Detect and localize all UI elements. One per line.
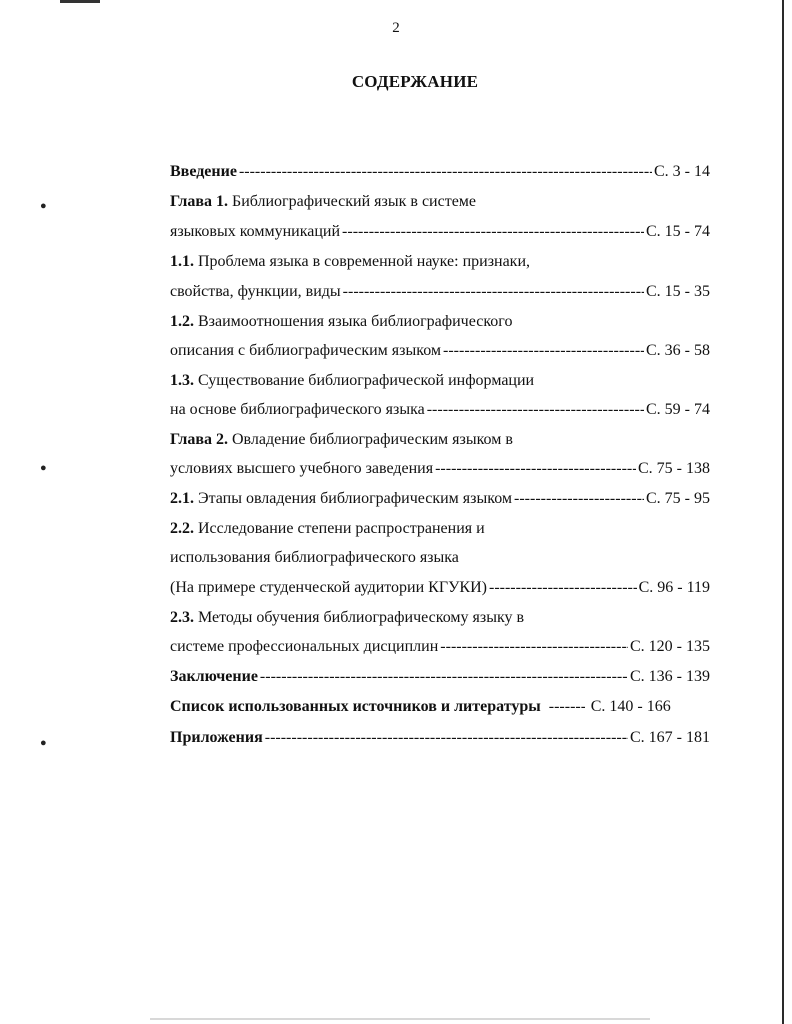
- toc-entry-section-1-1: [170, 252, 530, 272]
- toc-entry-section-1-2-cont: [170, 341, 710, 361]
- toc-page-range: С. 167 - 181: [630, 729, 710, 746]
- toc-entry-title: свойства, функции, виды: [170, 283, 341, 300]
- toc-entry-title: Исследование степени распространения и: [198, 520, 485, 537]
- toc-entry-conclusion: [170, 667, 710, 687]
- toc-page-range: С. 75 - 138: [638, 460, 710, 477]
- toc-entry-title: Проблема языка в современной науке: признаки,: [198, 253, 531, 270]
- toc-page-range: С. 3 - 14: [654, 163, 710, 180]
- toc-entry-chapter-2: [170, 430, 513, 450]
- leader-dots: [443, 341, 644, 361]
- toc-entry-section-1-3: [170, 371, 534, 391]
- toc-entry-title: Заключение: [170, 668, 258, 685]
- toc-entry-section-1-1-cont: [170, 282, 710, 302]
- toc-entry-number: 2.2.: [170, 520, 194, 537]
- toc-entry-number: 2.3.: [170, 609, 194, 626]
- leader-dots: [514, 489, 644, 509]
- toc-entry-title: Список использованных источников и литературы: [170, 698, 541, 715]
- leader-dots: [549, 697, 585, 717]
- toc-entry-title: Библиографический язык в системе: [232, 193, 477, 210]
- toc-entry-title: Этапы овладения библиографическим языком: [198, 490, 513, 507]
- toc-page-range: С. 15 - 74: [646, 223, 710, 240]
- scan-noise-bottom: [150, 1018, 650, 1020]
- toc-entry-chapter-1: [170, 192, 476, 212]
- scan-edge-top: [60, 0, 100, 3]
- leader-dots: [343, 282, 644, 302]
- leader-dots: [239, 162, 652, 182]
- page-title: СОДЕРЖАНИЕ: [351, 72, 479, 91]
- toc-entry-chapter-1-cont: [170, 222, 710, 242]
- toc-entry-number: Глава 1.: [170, 193, 228, 210]
- toc-page-range: С. 96 - 119: [638, 579, 710, 596]
- toc-entry-appendices: [170, 728, 710, 748]
- leader-dots: [427, 400, 644, 420]
- toc-entry-section-2-3-cont: [170, 637, 710, 657]
- scan-edge-right: [782, 0, 784, 1024]
- toc-entry-title: системе профессиональных дисциплин: [170, 638, 439, 655]
- toc-entry-title: Приложения: [170, 729, 263, 746]
- toc-entry-title: (На примере студенческой аудитории КГУКИ): [170, 579, 487, 596]
- toc-entry-bibliography: [170, 697, 710, 717]
- toc-entry-section-2-2: [170, 519, 485, 539]
- toc-page-range: С. 140 - 166: [590, 698, 671, 715]
- toc-entry-section-2-3: [170, 608, 524, 628]
- toc-entry-section-1-3-cont: [170, 400, 710, 420]
- leader-dots: [342, 222, 644, 242]
- toc-entry-number: 1.3.: [170, 372, 194, 389]
- toc-entry-number: 1.2.: [170, 313, 194, 330]
- toc-entry-title: Овладение библиографическим языком в: [232, 431, 513, 448]
- leader-dots: [265, 728, 628, 748]
- leader-dots: [435, 459, 636, 479]
- toc-entry-title: Методы обучения библиографическому языку в: [198, 609, 525, 626]
- toc-page-range: С. 120 - 135: [630, 638, 710, 655]
- leader-dots: [489, 578, 637, 598]
- toc-entry-number: 2.1.: [170, 490, 194, 507]
- toc-entry-number: 1.1.: [170, 253, 194, 270]
- toc-entry-chapter-2-cont: [170, 459, 710, 479]
- toc-entry-title: использования библиографического языка: [170, 549, 459, 566]
- toc-entry-title: языковых коммуникаций: [170, 223, 341, 240]
- toc-page-range: С. 75 - 95: [646, 490, 710, 507]
- toc-page-range: С. 36 - 58: [646, 342, 710, 359]
- toc-entry-title: на основе библиографического языка: [170, 401, 425, 418]
- toc-entry-section-2-2-cont: [170, 548, 459, 568]
- toc-entry-title: описания с библиографическим языком: [170, 342, 442, 359]
- leader-dots: [260, 667, 628, 687]
- toc-entry-section-2-1: [170, 489, 710, 509]
- punch-hole-mark: ●: [40, 737, 47, 749]
- punch-hole-mark: ●: [40, 200, 47, 212]
- punch-hole-mark: ●: [40, 462, 47, 474]
- toc-entry-section-2-2-cont2: [170, 578, 710, 598]
- toc-page-range: С. 59 - 74: [646, 401, 710, 418]
- toc-entry-introduction: [170, 162, 710, 182]
- toc-entry-title: Взаимоотношения языка библиографического: [198, 313, 513, 330]
- toc-entry-number: Глава 2.: [170, 431, 228, 448]
- toc-entry-title: Существование библиографической информации: [198, 372, 535, 389]
- toc-page-range: С. 15 - 35: [646, 283, 710, 300]
- toc-entry-title: Введение: [170, 163, 237, 180]
- toc-page-range: С. 136 - 139: [630, 668, 710, 685]
- page-number: 2: [392, 20, 400, 36]
- toc-entry-section-1-2: [170, 312, 512, 332]
- leader-dots: [440, 637, 628, 657]
- toc-entry-title: условиях высшего учебного заведения: [170, 460, 434, 477]
